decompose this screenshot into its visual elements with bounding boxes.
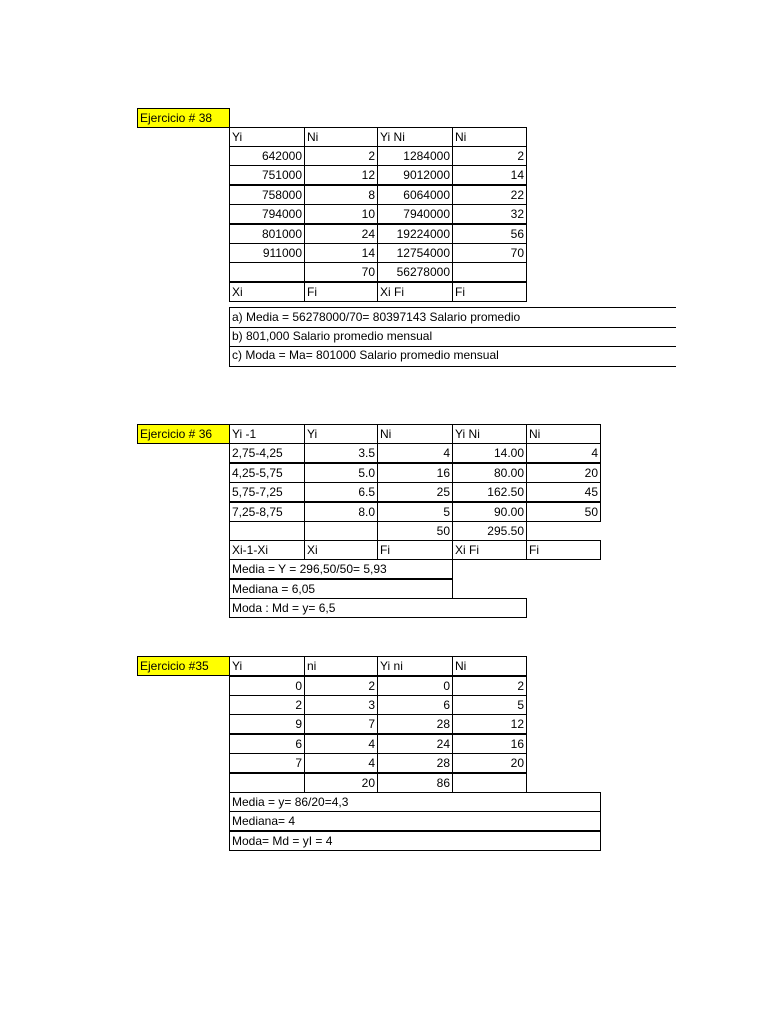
result-line: a) Media = 56278000/70= 80397143 Salario promedio <box>229 308 676 328</box>
table-cell: 5.0 <box>304 463 378 483</box>
total-cell: 20 <box>304 773 378 793</box>
table-header-cell: Yi -1 <box>229 424 305 444</box>
exercise-label: Ejercicio # 38 <box>137 108 230 128</box>
table-cell: 25 <box>377 482 453 502</box>
table-cell: 2 <box>229 695 305 715</box>
table-cell: 20 <box>452 753 527 773</box>
table-footer-cell: Fi <box>526 540 601 560</box>
table-cell: 6064000 <box>377 185 453 205</box>
table-cell: 6 <box>229 734 305 754</box>
table-cell <box>452 773 527 793</box>
exercise-label: Ejercicio # 36 <box>137 424 230 444</box>
exercise-label: Ejercicio #35 <box>137 656 230 676</box>
table-header-cell: Ni <box>526 424 601 444</box>
table-cell: 8 <box>304 185 378 205</box>
table-cell: 758000 <box>229 185 305 205</box>
result-line: b) 801,000 Salario promedio mensual <box>229 327 676 347</box>
table-cell: 4 <box>377 443 453 463</box>
table-header-cell: Ni <box>304 127 378 147</box>
table-cell: 794000 <box>229 204 305 224</box>
table-cell: 0 <box>229 676 305 696</box>
table-cell: 12 <box>452 714 527 734</box>
table-cell <box>229 521 305 541</box>
table-cell: 14 <box>304 243 378 263</box>
table-cell: 24 <box>304 224 378 244</box>
table-cell: 70 <box>452 243 527 263</box>
table-cell: 3.5 <box>304 443 378 463</box>
total-cell: 86 <box>377 773 453 793</box>
table-cell: 6 <box>377 695 453 715</box>
table-header-cell: Yi <box>304 424 378 444</box>
table-cell: 6.5 <box>304 482 378 502</box>
table-cell: 2 <box>304 676 378 696</box>
table-cell: 14 <box>452 165 527 185</box>
table-cell: 45 <box>526 482 601 502</box>
total-cell: 56278000 <box>377 262 453 282</box>
table-cell: 801000 <box>229 224 305 244</box>
table-cell: 32 <box>452 204 527 224</box>
table-cell: 7 <box>304 714 378 734</box>
table-cell: 4 <box>526 443 601 463</box>
table-header-cell: Yi Ni <box>377 127 453 147</box>
table-cell: 28 <box>377 753 453 773</box>
table-cell <box>229 262 305 282</box>
table-footer-cell: Fi <box>452 282 527 302</box>
table-footer-cell: Fi <box>377 540 453 560</box>
table-header-cell: Ni <box>452 127 527 147</box>
table-footer-cell: Fi <box>304 282 378 302</box>
table-header-cell: Ni <box>452 656 527 676</box>
table-cell: 9 <box>229 714 305 734</box>
result-line: Media = Y = 296,50/50= 5,93 <box>229 559 453 579</box>
table-cell: 24 <box>377 734 453 754</box>
table-cell: 4 <box>304 734 378 754</box>
table-header-cell: Yi Ni <box>452 424 527 444</box>
divider <box>229 366 676 367</box>
table-cell: 28 <box>377 714 453 734</box>
table-cell: 4,25-5,75 <box>229 463 305 483</box>
table-cell: 90.00 <box>452 502 527 522</box>
table-cell: 2 <box>452 676 527 696</box>
result-line: c) Moda = Ma= 801000 Salario promedio mensual <box>229 346 676 366</box>
table-cell <box>229 773 305 793</box>
table-cell: 50 <box>526 502 601 522</box>
table-cell: 56 <box>452 224 527 244</box>
table-cell: 10 <box>304 204 378 224</box>
table-cell: 5 <box>452 695 527 715</box>
table-cell: 22 <box>452 185 527 205</box>
table-cell: 7,25-8,75 <box>229 502 305 522</box>
total-cell: 70 <box>304 262 378 282</box>
table-cell: 7 <box>229 753 305 773</box>
result-line: Moda= Md = yI = 4 <box>229 831 601 851</box>
table-cell: 8.0 <box>304 502 378 522</box>
result-line: Mediana = 6,05 <box>229 579 453 599</box>
table-cell: 2 <box>304 146 378 166</box>
table-cell: 12754000 <box>377 243 453 263</box>
table-cell: 642000 <box>229 146 305 166</box>
table-cell: 0 <box>377 676 453 696</box>
table-cell: 5 <box>377 502 453 522</box>
table-cell: 80.00 <box>452 463 527 483</box>
table-cell: 7940000 <box>377 204 453 224</box>
table-footer-cell: Xi Fi <box>452 540 527 560</box>
table-header-cell: Yi <box>229 127 305 147</box>
table-cell: 162.50 <box>452 482 527 502</box>
result-line: Media = y= 86/20=4,3 <box>229 792 601 812</box>
total-cell: 50 <box>377 521 453 541</box>
table-header-cell: ni <box>304 656 378 676</box>
table-cell: 751000 <box>229 165 305 185</box>
table-cell: 4 <box>304 753 378 773</box>
table-cell: 9012000 <box>377 165 453 185</box>
table-cell: 2,75-4,25 <box>229 443 305 463</box>
table-footer-cell: Xi <box>304 540 378 560</box>
table-cell: 20 <box>526 463 601 483</box>
table-footer-cell: Xi <box>229 282 305 302</box>
result-line: Moda : Md = y= 6,5 <box>229 598 527 618</box>
table-header-cell: Yi ni <box>377 656 453 676</box>
table-cell: 5,75-7,25 <box>229 482 305 502</box>
result-line: Mediana= 4 <box>229 811 601 831</box>
table-cell: 911000 <box>229 243 305 263</box>
table-cell: 19224000 <box>377 224 453 244</box>
table-cell: 14.00 <box>452 443 527 463</box>
table-cell <box>452 262 527 282</box>
table-header-cell: Yi <box>229 656 305 676</box>
total-cell: 295.50 <box>452 521 527 541</box>
table-cell <box>304 521 378 541</box>
table-footer-cell: Xi Fi <box>377 282 453 302</box>
table-cell: 3 <box>304 695 378 715</box>
table-cell: 16 <box>377 463 453 483</box>
table-cell: 2 <box>452 146 527 166</box>
table-cell: 1284000 <box>377 146 453 166</box>
table-cell: 16 <box>452 734 527 754</box>
table-header-cell: Ni <box>377 424 453 444</box>
table-cell: 12 <box>304 165 378 185</box>
table-footer-cell: Xi-1-Xi <box>229 540 305 560</box>
